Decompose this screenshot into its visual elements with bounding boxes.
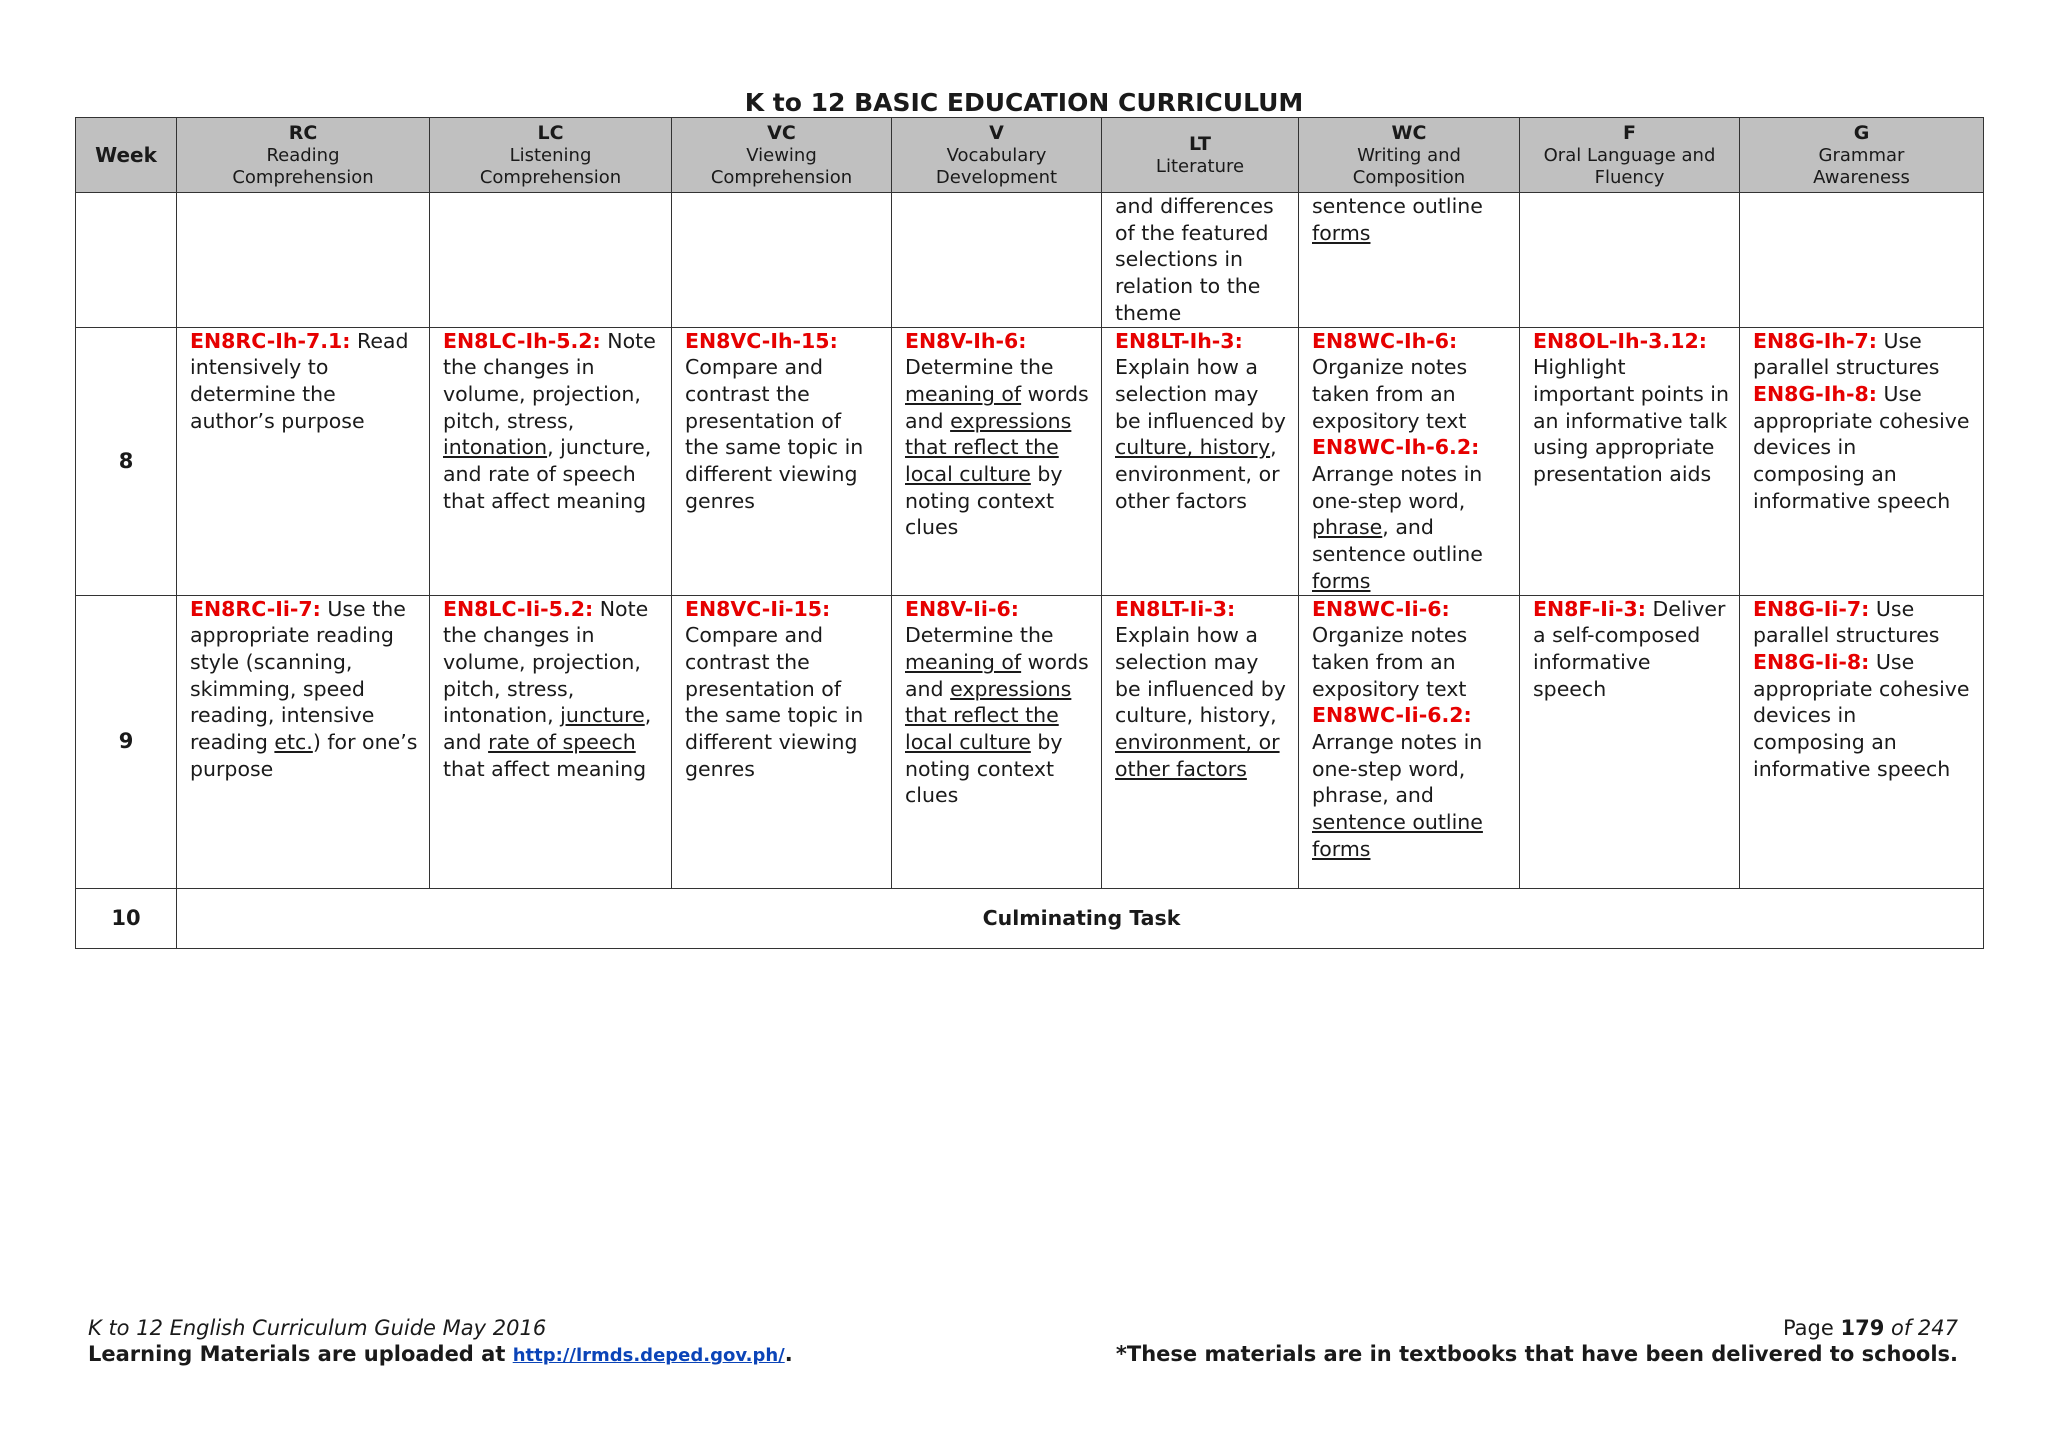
curriculum-table bbox=[75, 117, 1984, 949]
cell-v bbox=[892, 193, 1102, 328]
cell-f: EN8OL-Ih-3.12: Highlight important points in an informative talk using appropriate presentation aids bbox=[1520, 327, 1740, 595]
cell-rc: EN8RC-Ii-7: Use the appropriate reading style (scanning, skimming, speed reading, intensive reading etc.) for one’s purpose bbox=[177, 595, 430, 888]
lrmds-link[interactable]: http://lrmds.deped.gov.ph/ bbox=[512, 1345, 785, 1366]
cell-rc bbox=[177, 193, 430, 328]
table-row-week-9 bbox=[76, 595, 1984, 888]
week-header: Week bbox=[76, 118, 177, 193]
cell-wc: sentence outline forms bbox=[1299, 193, 1520, 328]
header-wc: WC Writing and Composition bbox=[1299, 118, 1520, 193]
cell-wc: EN8WC-Ii-6: Organize notes taken from an expository text EN8WC-Ii-6.2: Arrange notes in one-step word, phrase, and sentence outline forms bbox=[1299, 595, 1520, 888]
footer-upload-note: Learning Materials are uploaded at http://lrmds.deped.gov.ph/. bbox=[88, 1342, 793, 1366]
header-v: V Vocabulary Development bbox=[892, 118, 1102, 193]
cell-wc: EN8WC-Ih-6: Organize notes taken from an expository text EN8WC-Ih-6.2: Arrange notes in one-step word, phrase, and sentence outline forms bbox=[1299, 327, 1520, 595]
table-row-week-10 bbox=[76, 888, 1984, 948]
week-number: 10 bbox=[76, 888, 177, 948]
footer-guide-title: K to 12 English Curriculum Guide May 2016 bbox=[88, 1316, 547, 1340]
cell-g: EN8G-Ii-7: Use parallel structures EN8G-Ii-8: Use appropriate cohesive devices in composing an informative speech bbox=[1740, 595, 1984, 888]
header-rc: RC Reading Comprehension bbox=[177, 118, 430, 193]
cell-v: EN8V-Ih-6: Determine the meaning of words and expressions that reflect the local culture by noting context clues bbox=[892, 327, 1102, 595]
cell-lc: EN8LC-Ii-5.2: Note the changes in volume, projection, pitch, stress, intonation, juncture, and rate of speech that affect meaning bbox=[430, 595, 672, 888]
document-title: K to 12 BASIC EDUCATION CURRICULUM bbox=[744, 88, 1304, 117]
week-number: 8 bbox=[76, 327, 177, 595]
cell-vc: EN8VC-Ih-15: Compare and contrast the presentation of the same topic in different viewing genres bbox=[672, 327, 892, 595]
header-vc: VC Viewing Comprehension bbox=[672, 118, 892, 193]
header-lt: LT Literature bbox=[1102, 118, 1299, 193]
week-number: 9 bbox=[76, 595, 177, 888]
table-row-week-8 bbox=[76, 327, 1984, 595]
cell-vc bbox=[672, 193, 892, 328]
cell-rc: EN8RC-Ih-7.1: Read intensively to determine the author’s purpose bbox=[177, 327, 430, 595]
table-header-row bbox=[76, 118, 1984, 193]
header-lc: LC Listening Comprehension bbox=[430, 118, 672, 193]
header-g: G Grammar Awareness bbox=[1740, 118, 1984, 193]
cell-lt: EN8LT-Ih-3: Explain how a selection may be influenced by culture, history, environment, or other factors bbox=[1102, 327, 1299, 595]
cell-g bbox=[1740, 193, 1984, 328]
cell-week bbox=[76, 193, 177, 328]
footer-page-number: Page 179 of 247 bbox=[1782, 1316, 1958, 1340]
cell-lc: EN8LC-Ih-5.2: Note the changes in volume, projection, pitch, stress, intonation, juncture, and rate of speech that affect meaning bbox=[430, 327, 672, 595]
cell-lt: EN8LT-Ii-3: Explain how a selection may be influenced by culture, history, environment, or other factors bbox=[1102, 595, 1299, 888]
table-row-continuation bbox=[76, 193, 1984, 328]
cell-v: EN8V-Ii-6: Determine the meaning of words and expressions that reflect the local culture by noting context clues bbox=[892, 595, 1102, 888]
cell-f bbox=[1520, 193, 1740, 328]
cell-lt: and differences of the featured selections in relation to the theme bbox=[1102, 193, 1299, 328]
cell-f: EN8F-Ii-3: Deliver a self-composed informative speech bbox=[1520, 595, 1740, 888]
culminating-task: Culminating Task bbox=[177, 888, 1984, 948]
cell-g: EN8G-Ih-7: Use parallel structures EN8G-Ih-8: Use appropriate cohesive devices in composing an informative speech bbox=[1740, 327, 1984, 595]
header-f: F Oral Language and Fluency bbox=[1520, 118, 1740, 193]
cell-lc bbox=[430, 193, 672, 328]
cell-vc: EN8VC-Ii-15: Compare and contrast the presentation of the same topic in different viewing genres bbox=[672, 595, 892, 888]
footer-textbook-note: *These materials are in textbooks that have been delivered to schools. bbox=[1115, 1342, 1958, 1366]
